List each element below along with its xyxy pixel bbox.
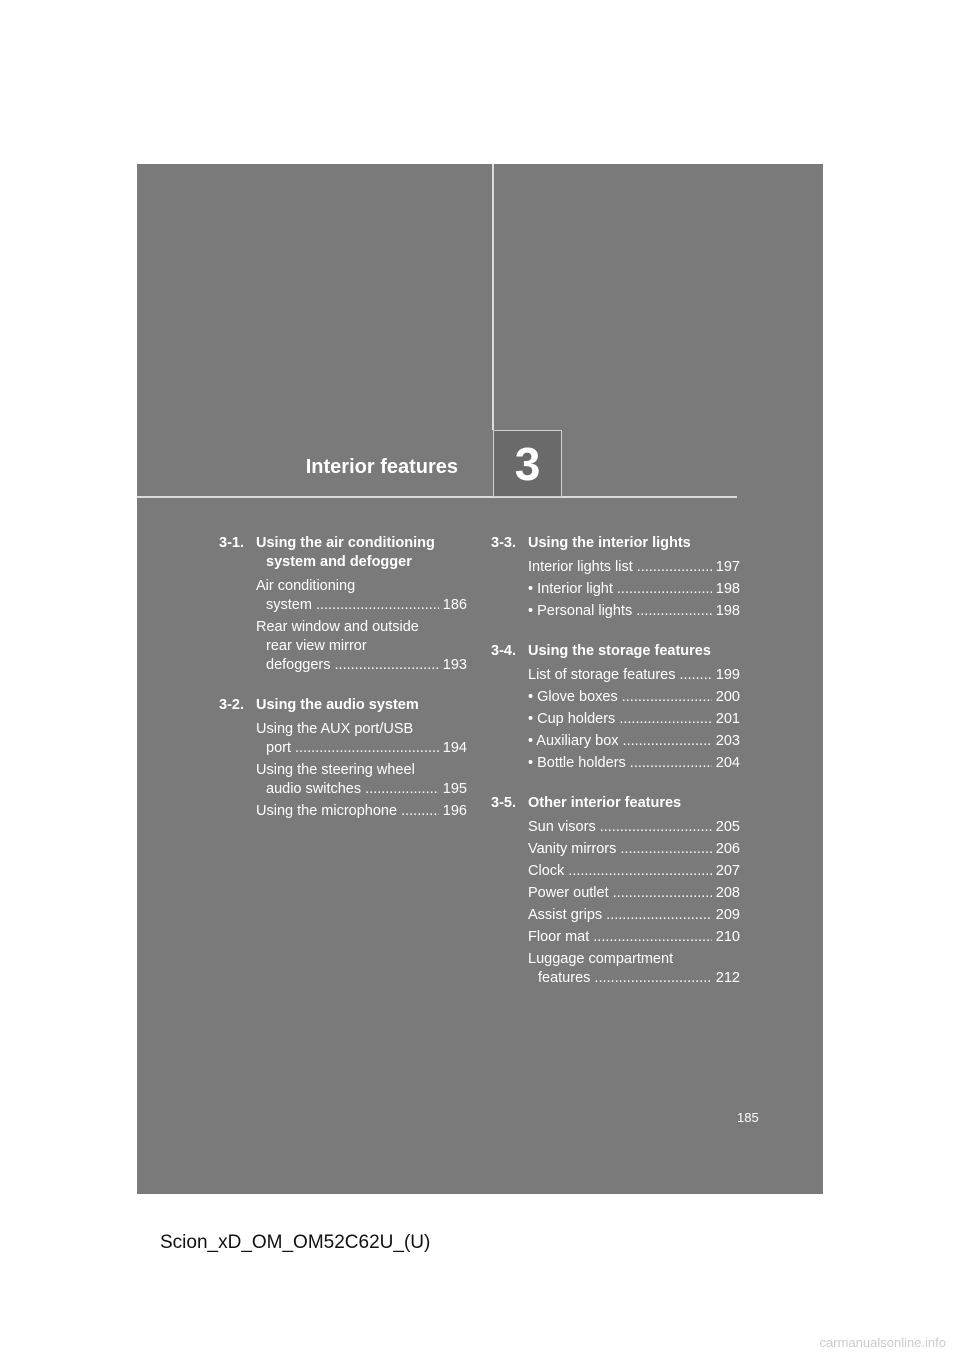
page-number: 185 — [737, 1110, 759, 1125]
toc-entry[interactable] — [528, 558, 740, 577]
entry-title: Air conditioning — [256, 578, 356, 594]
section-title: Using the interior lights — [528, 535, 691, 551]
watermark: carmanualsonline.info — [819, 1335, 946, 1350]
toc-entry[interactable] — [256, 577, 467, 615]
entry-page: 204 — [715, 755, 740, 771]
entry-title: Sun visors ..... — [528, 818, 712, 837]
chapter-number: 3 — [514, 437, 541, 490]
toc-entry[interactable] — [528, 710, 740, 729]
entry-page: 197 — [715, 559, 740, 575]
entry-title: Using the microphone ..... — [256, 802, 439, 821]
chapter-number-badge — [493, 430, 562, 497]
entry-page: 210 — [715, 929, 740, 945]
toc-section-3-2 — [219, 696, 467, 821]
entry-title: Clock ..... — [528, 862, 712, 881]
entry-title: Power outlet ..... — [528, 884, 712, 903]
toc-entry[interactable] — [528, 818, 740, 837]
section-title: Using the audio system — [256, 697, 419, 713]
entry-title: Using the steering wheel — [256, 762, 415, 778]
entry-title: Floor mat ..... — [528, 928, 712, 947]
entry-title: • Auxiliary box ..... — [528, 732, 712, 751]
toc-entry[interactable] — [528, 688, 740, 707]
toc-entry[interactable] — [528, 754, 740, 773]
header-rule — [137, 496, 737, 498]
entry-title: Rear window and outside — [256, 619, 419, 635]
toc-entry[interactable] — [256, 761, 467, 799]
entry-title: • Personal lights ..... — [528, 602, 712, 621]
toc-entry[interactable] — [256, 618, 467, 675]
entry-page: 196 — [442, 803, 467, 819]
entry-page: 201 — [715, 711, 740, 727]
section-title: Other interior features — [528, 795, 682, 811]
vertical-divider — [492, 164, 494, 430]
toc-entry[interactable] — [528, 580, 740, 599]
toc-entry[interactable] — [528, 884, 740, 903]
toc-section-3-5 — [491, 794, 740, 988]
entry-page: 208 — [715, 885, 740, 901]
entry-page: 212 — [715, 970, 740, 986]
entry-page: 195 — [442, 781, 467, 797]
entry-title-cont: system ..... — [266, 596, 439, 615]
entry-title-cont: features ..... — [538, 969, 712, 988]
toc-section-3-1 — [219, 534, 467, 675]
entry-title: • Interior light ..... — [528, 580, 712, 599]
entry-page: 198 — [715, 603, 740, 619]
toc-entry[interactable] — [528, 732, 740, 751]
toc-entry[interactable] — [256, 802, 467, 821]
chapter-title: Interior features — [305, 456, 458, 478]
entry-title: Luggage compartment — [528, 951, 674, 967]
section-number: 3-1. — [219, 535, 244, 551]
section-number: 3-5. — [491, 795, 516, 811]
entry-page: 198 — [715, 581, 740, 597]
entry-title-cont: audio switches ..... — [266, 780, 439, 799]
entry-page: 194 — [442, 740, 467, 756]
toc-entry[interactable] — [528, 950, 740, 988]
section-title-cont: system and defogger — [266, 554, 412, 570]
toc-column-right — [491, 534, 740, 1009]
toc-entry[interactable] — [528, 840, 740, 859]
entry-page: 203 — [715, 733, 740, 749]
entry-title: • Glove boxes ..... — [528, 688, 712, 707]
entry-title: Using the AUX port/USB — [256, 721, 414, 737]
toc-section-3-4 — [491, 642, 740, 773]
toc-entry[interactable] — [256, 720, 467, 758]
entry-title: List of storage features ..... — [528, 666, 712, 685]
entry-page: 186 — [442, 597, 467, 613]
entry-title: Interior lights list ..... — [528, 558, 712, 577]
document-id-footer: Scion_xD_OM_OM52C62U_(U) — [160, 1232, 431, 1253]
toc-entry[interactable] — [528, 666, 740, 685]
entry-page: 199 — [715, 667, 740, 683]
entry-page: 193 — [442, 657, 467, 673]
entry-page: 206 — [715, 841, 740, 857]
toc-entry[interactable] — [528, 906, 740, 925]
section-number: 3-4. — [491, 643, 516, 659]
toc-entry[interactable] — [528, 862, 740, 881]
entry-page: 205 — [715, 819, 740, 835]
entry-title: • Bottle holders ..... — [528, 754, 712, 773]
section-title: Using the storage features — [528, 643, 711, 659]
entry-page: 207 — [715, 863, 740, 879]
entry-title: Vanity mirrors ..... — [528, 840, 712, 859]
entry-page: 200 — [715, 689, 740, 705]
section-title: Using the air conditioning — [256, 535, 435, 551]
section-number: 3-3. — [491, 535, 516, 551]
toc-entry[interactable] — [528, 602, 740, 621]
entry-title-cont: port ..... — [266, 739, 439, 758]
section-number: 3-2. — [219, 697, 244, 713]
entry-title-cont: rear view mirror — [266, 638, 367, 654]
toc-column-left — [219, 534, 467, 842]
entry-title: Assist grips ..... — [528, 906, 712, 925]
entry-title: • Cup holders ..... — [528, 710, 712, 729]
entry-page: 209 — [715, 907, 740, 923]
toc-entry[interactable] — [528, 928, 740, 947]
entry-title-cont: defoggers ..... — [266, 656, 439, 675]
toc-section-3-3 — [491, 534, 740, 621]
